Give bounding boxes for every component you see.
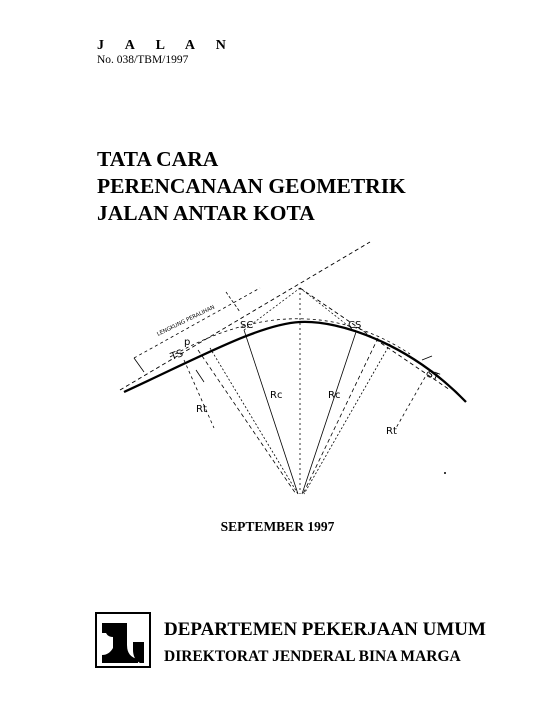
label-rc-left: Rc [270, 390, 283, 401]
label-transition: LENGKUNG PERALIHAN [156, 304, 216, 338]
radius-line-cs [302, 332, 356, 494]
label-rc-right: Rc [328, 390, 341, 401]
document-series: J A L A N [97, 38, 235, 53]
directorate-name: DIREKTORAT JENDERAL BINA MARGA [164, 648, 461, 665]
rt-line-left [184, 360, 214, 428]
publication-date: SEPTEMBER 1997 [220, 519, 335, 534]
transition-tick-left [134, 358, 144, 372]
title-line-3: JALAN ANTAR KOTA [97, 201, 315, 225]
radius-line-3 [303, 338, 378, 494]
st-mark [422, 356, 432, 360]
radius-line-1 [198, 350, 296, 494]
label-cs: CS [348, 320, 362, 331]
label-p: p [184, 337, 191, 348]
ministry-logo [95, 612, 151, 668]
publisher-block [164, 618, 486, 667]
radius-line-2 [210, 348, 298, 494]
document-number: No. 038/TBM/1997 [97, 54, 189, 66]
stray-dot [444, 472, 446, 474]
document-title [97, 146, 406, 227]
offset-mark [196, 370, 204, 382]
rt-line-right [396, 372, 428, 428]
department-name: DEPARTEMEN PEKERJAAN UMUM [164, 619, 486, 640]
radius-line-4 [304, 344, 390, 494]
label-st: ST [424, 368, 441, 384]
left-tangent-line [120, 242, 370, 390]
label-rt-left: Rt [196, 404, 207, 415]
radius-line-sc [244, 330, 298, 494]
road-curve-diagram [110, 232, 480, 502]
transition-tick-right [226, 292, 240, 312]
title-line-2: PERENCANAAN GEOMETRIK [97, 174, 406, 198]
label-sc: SC [240, 320, 254, 331]
label-ts: TS [169, 348, 185, 363]
label-rt-right: Rt [386, 426, 397, 437]
title-line-1: TATA CARA [97, 147, 219, 171]
